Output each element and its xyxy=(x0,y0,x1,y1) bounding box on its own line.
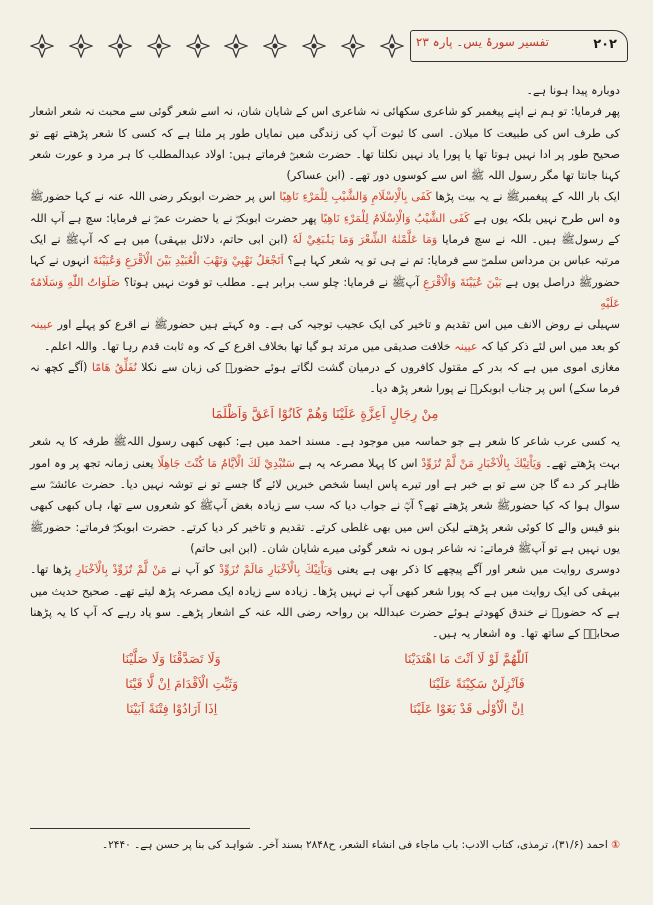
paragraph-text: مغازی اموی میں ہے کہ بدر کے مقتول کافروں کے درمیان گشت لگاتے ہوئے حضورﷺ کی زبان سے نکلا xyxy=(141,360,620,374)
ornament-icon xyxy=(341,34,365,58)
arabic-quote: كَفَى بِالْاِسْلَامِ وَالشَّيْبِ لِلْمَرْءِ نَاهِيًا xyxy=(279,190,432,204)
paragraph xyxy=(30,186,620,314)
page-body xyxy=(30,80,620,721)
arabic-quote: كَفَى الشَّيْبُ وَالْاِسْلَامُ لِلْمَرْءِ نَاهِيًا xyxy=(320,211,470,225)
paragraph: دوبارہ پیدا ہونا ہے۔ xyxy=(526,84,620,97)
paragraph-text: پڑھا تھا۔ بیہقی کی ایک روایت میں ہے کہ پورا شعر کبھی آپ نے نہیں پڑھا۔ زیادہ سے زیادہ ایک مصرعہ پڑھ لیتے تھے۔ صحیح حدیث میں ہے کہ حضورﷺ نے خندق کھودتے ہوئے حضرت عبداللہ بن رواحہ رضی اللہ عنہ کے اشعار پڑھے۔ سو یاد رہے کہ آپ کا یہ پڑھنا صحابہؓ کے ساتھ تھا۔ وہ اشعار یہ ہیں۔ xyxy=(30,563,620,641)
paragraph xyxy=(30,314,620,357)
ornament-icon xyxy=(108,34,132,58)
paragraph-text: اس کا پہلا مصرعہ یہ ہے xyxy=(298,456,418,470)
arabic-quote: بَيْنَ عُيَيْنَةَ وَالْاَقْرَعِ xyxy=(423,275,502,289)
footnote-divider xyxy=(30,828,250,829)
hemistich: اِنَّ الْاُوْلٰى قَدْ بَغَوْا عَلَيْنَا xyxy=(409,701,524,717)
paragraph-text: انہوں نے کہا حضورﷺ دراصل یوں ہے xyxy=(30,254,621,289)
paragraph-text: پھر حضرت ابوبکرؓ نے یا حضرت عمرؓ نے فرمایا: سچ ہے آپ اللہ کے رسولﷺ ہیں۔ اللہ نے سچ فرمایا xyxy=(30,211,621,247)
ornament-icon xyxy=(30,34,54,58)
ornament-icon xyxy=(147,34,171,58)
paragraph-text: سہیلی نے روض الانف میں اس تقدیم و تاخیر کی ایک عجیب توجیہ کی ہے۔ وہ کہتے ہیں حضورﷺ نے اقرع کو پہلے اور xyxy=(57,318,620,332)
poem-row xyxy=(30,646,620,671)
arabic-quote: مَنْ لَّمْ تُزَوِّدْ بِالْاَخْبَارِ xyxy=(75,563,167,577)
footnote xyxy=(30,836,620,854)
paragraph-text: دوسری روایت میں شعر اور آگے پیچھے کا ذکر بھی ہے یعنی xyxy=(337,563,621,577)
hemistich: وَثَبِّتِ الْاَقْدَامَ اِنْ لَّا قَيْنَا xyxy=(125,676,239,692)
paragraph-text: آپﷺ نے فرمایا: چلو سب برابر ہے۔ مطلب تو فوت نہیں ہوتا؟ xyxy=(123,275,420,289)
verse-line: مِنْ رِجَالٍ اَعِزَّةٍ عَلَيْنَا وَهُمْ كَانُوْا اَعَقَّ وَاَظْلَمَا xyxy=(211,407,439,423)
ornament-icon xyxy=(302,34,326,58)
page-header xyxy=(26,30,628,66)
hemistich: وَلَا تَصَدَّقْنَا وَلَا صَلَّيْنَا xyxy=(121,651,221,667)
paragraph xyxy=(30,431,620,559)
ornament-icon xyxy=(380,34,404,58)
paragraph-text: یہ کسی عرب شاعر کا شعر ہے جو حماسہ میں موجود ہے۔ مسند احمد میں ہے: کبھی کبھی رسول اللہﷺ طرفہ کا یہ شعر بہت پڑھتے تھے۔ xyxy=(30,435,620,470)
footnote-marker: ① xyxy=(611,839,620,851)
hemistich: اِذَا اَرَادُوْا فِتْنَةً اَبَيْنَا xyxy=(126,701,218,717)
ornament-icon xyxy=(69,34,93,58)
paragraph-text: (آگے کچھ نہ فرما سکے) اس پر جناب ابوبکرؓ نے پورا شعر پڑھ دیا۔ xyxy=(30,360,620,396)
arabic-quote: وَيَاْتِيْكَ بِالْاَخْبَارِ مَالَمْ تُزَوِّدْ xyxy=(219,563,333,577)
name-highlight: عیینہ xyxy=(30,318,54,332)
footnote-text: احمد (۳۱/۶)، ترمذی، کتاب الادب: باب ماجاء فی انشاء الشعر، ح۲۸۴۸ بسند آخر۔ شواہد کی بنا پر حسن ہے۔ ۲۴۴۰۔ xyxy=(102,839,608,851)
poem-row xyxy=(30,696,620,721)
paragraph-text: (ابن ابی حاتم، دلائل بیہقی) میں ہے کہ آپﷺ نے ایک مرتبہ عباس بن مرداس سلمیؓ سے فرمایا: تم نے ہی تو یہ شعر کہا ہے؟ xyxy=(30,233,620,268)
paragraph-text: یعنی زمانہ تجھ پر وہ امور ظاہر کر دے گا جن سے تو بے خبر ہے اور تیرے پاس ایسا شخص خبریں لائے گا جسے تو نے توشہ نہیں دیا۔ حضرت عائشہؓ سے سوال ہوا کہ کیا حضورﷺ شعر پڑھتے تھے؟ آپؓ نے جواب دیا کہ سب سے زیادہ بغض آپﷺ کو شعروں سے تھا، ہاں کبھی کبھی بنو قیس والے کا کوئی شعر پڑھتے لیکن اس میں بھی غلطی کرتے۔ تقدیم و تاخیر کر دیا کرتے۔ حضرت ابوبکرؓ فرماتے: حضورﷺ یوں نہیں ہے تو آپﷺ فرماتے: نہ شاعر ہوں نہ شعر گوئی میرے شایان شان۔ (ابن ابی حاتم) xyxy=(30,456,620,555)
hemistich: اَللّٰهُمَّ لَوْ لَا اَنْتَ مَا اهْتَدَيْنَا xyxy=(404,651,529,667)
paragraph xyxy=(30,559,620,644)
header-ornament xyxy=(30,34,404,58)
ornament-icon xyxy=(263,34,287,58)
paragraph-text: اس پر حضرت ابوبکر رضی اللہ عنہ نے کہا حضورﷺ وہ اس طرح نہیں بلکہ یوں ہے xyxy=(30,190,620,225)
quran-quote: وَمَا عَلَّمْنٰهُ الشِّعْرَ وَمَا يَنْۢبَغِيْ لَهٗ xyxy=(292,233,438,247)
paragraph-text: خلافت صدیقی میں مرتد ہو گیا تھا بخلاف اقرع کے کہ وہ ثابت قدم رہا تھا۔ واللہ اعلم۔ xyxy=(43,339,451,353)
arabic-quote: صَلَوَاتُ اللّٰهِ وَسَلَامُهٗ عَلَيْهِ xyxy=(30,275,620,310)
arabic-quote: نُفَلِّقُ هَامًا xyxy=(91,360,137,374)
poem-block xyxy=(30,646,620,721)
paragraph-text: کو بعد میں اس لئے ذکر کیا کہ xyxy=(481,339,620,353)
header-title-box xyxy=(410,30,628,62)
ornament-icon xyxy=(224,34,248,58)
page-number: ۲۰۲ xyxy=(593,37,617,52)
poem-row xyxy=(30,671,620,696)
paragraph: پھر فرمایا: تو ہم نے اپنے پیغمبر کو شاعری سکھائی نہ شاعری اس کے شایان شان، نہ اسے شعر گوئی سے محبت نہ شعر اشعار کی طرف اس کی طبیعت کا میلان۔ اسی کا ثبوت آپ کی زندگی میں نمایاں طور پر ملتا ہے کہ کسی کا شعر پڑھتے تھے تو صحیح طور پر ادا نہیں ہوتا تھا یا پورا یاد نہیں نکلتا تھا۔ حضرت شعبیؒ فرماتے ہیں: اولاد عبدالمطلب کا ہر مرد و عورت شعر کہنا جانتا تھا مگر رسول اللہ ﷺ اس سے کوسوں دور تھے۔ (ابن عساکر) xyxy=(30,105,620,183)
hemistich: فَاَنْزِلَنْ سَكِيْنَةً عَلَيْنَا xyxy=(428,676,525,692)
arabic-quote: سَتُبْدِيْ لَكَ الْاَيَّامُ مَا كُنْتَ جَاهِلًا xyxy=(157,456,295,470)
paragraph-text: ایک بار اللہ کے پیغمبرﷺ نے یہ بیت پڑھا xyxy=(435,190,620,204)
arabic-quote: وَيَاْتِيْكَ بِالْاَخْبَارِ مَنْ لَّمْ تُزَوِّدْ xyxy=(421,456,542,470)
running-title: تفسیر سورۂ یس۔ پارہ ۲۳ xyxy=(415,35,549,49)
ornament-icon xyxy=(186,34,210,58)
paragraph-text: کو آپ نے xyxy=(171,563,215,577)
arabic-quote: اَتَجْعَلُ نَهْبِيْ وَنَهْبَ الْعُبَيْدِ بَيْنَ الْاَقْرَعِ وَعُيَيْنَةَ xyxy=(92,254,284,268)
paragraph xyxy=(30,357,620,400)
name-highlight: عیینہ xyxy=(454,339,478,353)
